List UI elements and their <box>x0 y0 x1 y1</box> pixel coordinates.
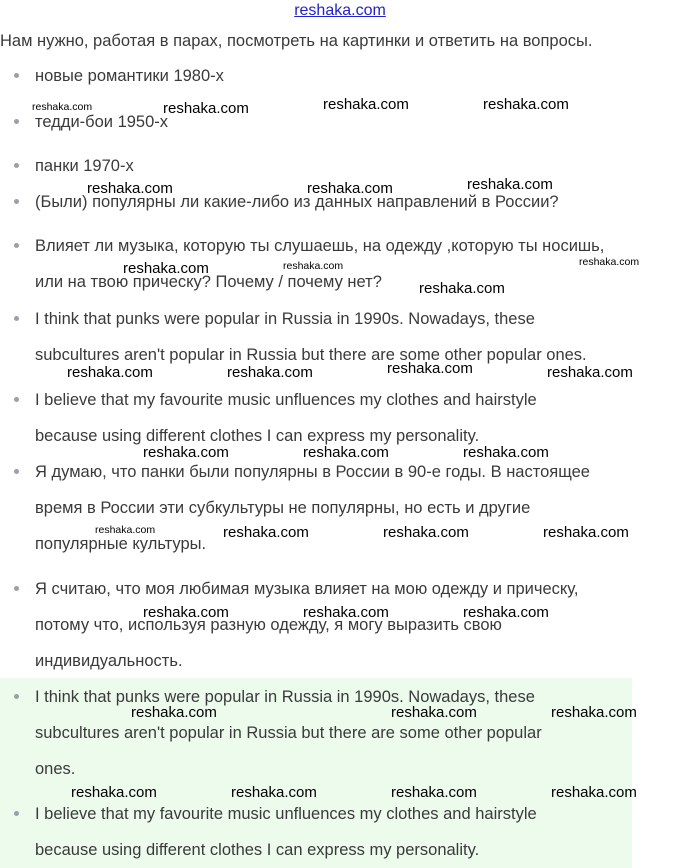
bullet-dot-icon <box>14 243 19 248</box>
watermark-text: reshaka.com <box>323 96 409 113</box>
bullet-dot-icon <box>14 397 19 402</box>
watermark-text: reshaka.com <box>303 604 389 621</box>
watermark-text: reshaka.com <box>67 364 153 381</box>
watermark-text: reshaka.com <box>131 704 217 721</box>
watermark-text: reshaka.com <box>467 176 553 193</box>
list-item-line: I think that punks were popular in Russia in 1990s. Nowadays, these <box>35 688 535 706</box>
list-item-line: или на твою прическу? Почему / почему нет? <box>35 273 382 291</box>
watermark-text: reshaka.com <box>419 280 505 297</box>
list-item-line: популярные культуры. <box>35 535 207 553</box>
bullet-dot-icon <box>14 73 19 78</box>
list-item-line: ones. <box>35 760 76 778</box>
list-item-line: время в России эти субкультуры не популярны, но есть и другие <box>35 499 531 517</box>
watermark-text: reshaka.com <box>463 604 549 621</box>
list-item-line: (Были) популярны ли какие-либо из данных направлений в России? <box>35 193 559 211</box>
bullet-dot-icon <box>14 586 19 591</box>
watermark-text: reshaka.com <box>231 784 317 801</box>
list-item-line: because using different clothes I can express my personality. <box>35 841 480 859</box>
list-item-line: индивидуальность. <box>35 652 183 670</box>
list-item-line: I believe that my favourite music unfluences my clothes and hairstyle <box>35 391 537 409</box>
bullet-dot-icon <box>14 694 19 699</box>
watermark-text: reshaka.com <box>143 604 229 621</box>
bullet-dot-icon <box>14 811 19 816</box>
bullet-dot-icon <box>14 469 19 474</box>
watermark-text: reshaka.com <box>303 444 389 461</box>
watermark-text: reshaka.com <box>163 100 249 117</box>
watermark-text: reshaka.com <box>95 524 156 536</box>
watermark-text: reshaka.com <box>387 360 473 377</box>
watermark-text: reshaka.com <box>71 784 157 801</box>
list-item-line: новые романтики 1980-х <box>35 67 224 85</box>
watermark-text: reshaka.com <box>543 524 629 541</box>
list-item-line: I think that punks were popular in Russia in 1990s. Nowadays, these <box>35 310 535 328</box>
list-item-line: I believe that my favourite music unfluences my clothes and hairstyle <box>35 805 537 823</box>
watermark-text: reshaka.com <box>391 704 477 721</box>
watermark-text: reshaka.com <box>143 444 229 461</box>
watermark-text: reshaka.com <box>87 180 173 197</box>
list-item-line: because using different clothes I can express my personality. <box>35 427 480 445</box>
list-item-line: subcultures aren't popular in Russia but there are some other popular ones. <box>35 346 587 364</box>
list-item-line: Влияет ли музыка, которую ты слушаешь, на одежду ,которую ты носишь, <box>35 237 605 255</box>
bullet-dot-icon <box>14 199 19 204</box>
list-item-line: Я считаю, что моя любимая музыка влияет на мою одежду и прическу, <box>35 580 579 598</box>
watermark-text: reshaka.com <box>283 260 344 272</box>
list-item-line: панки 1970-х <box>35 157 134 175</box>
bullet-dot-icon <box>14 119 19 124</box>
watermark-text: reshaka.com <box>123 260 209 277</box>
watermark-text: reshaka.com <box>551 784 637 801</box>
watermark-text: reshaka.com <box>391 784 477 801</box>
site-header-link[interactable]: reshaka.com <box>294 2 386 19</box>
list-item-line: subcultures aren't popular in Russia but there are some other popular <box>35 724 542 742</box>
watermark-text: reshaka.com <box>32 101 93 113</box>
watermark-text: reshaka.com <box>463 444 549 461</box>
intro-text: Нам нужно, работая в парах, посмотреть на картинки и ответить на вопросы. <box>0 32 593 50</box>
watermark-text: reshaka.com <box>579 256 640 268</box>
watermark-text: reshaka.com <box>227 364 313 381</box>
watermark-text: reshaka.com <box>307 180 393 197</box>
watermark-text: reshaka.com <box>551 704 637 721</box>
bullet-dot-icon <box>14 163 19 168</box>
watermark-text: reshaka.com <box>223 524 309 541</box>
list-item-line: тедди-бои 1950-х <box>35 113 169 131</box>
watermark-text: reshaka.com <box>483 96 569 113</box>
list-item-line: Я думаю, что панки были популярны в России в 90-е годы. В настоящее <box>35 463 590 481</box>
bullet-dot-icon <box>14 316 19 321</box>
watermark-text: reshaka.com <box>547 364 633 381</box>
watermark-text: reshaka.com <box>383 524 469 541</box>
list-item-line: потому что, используя разную одежду, я могу выразить свою <box>35 616 502 634</box>
